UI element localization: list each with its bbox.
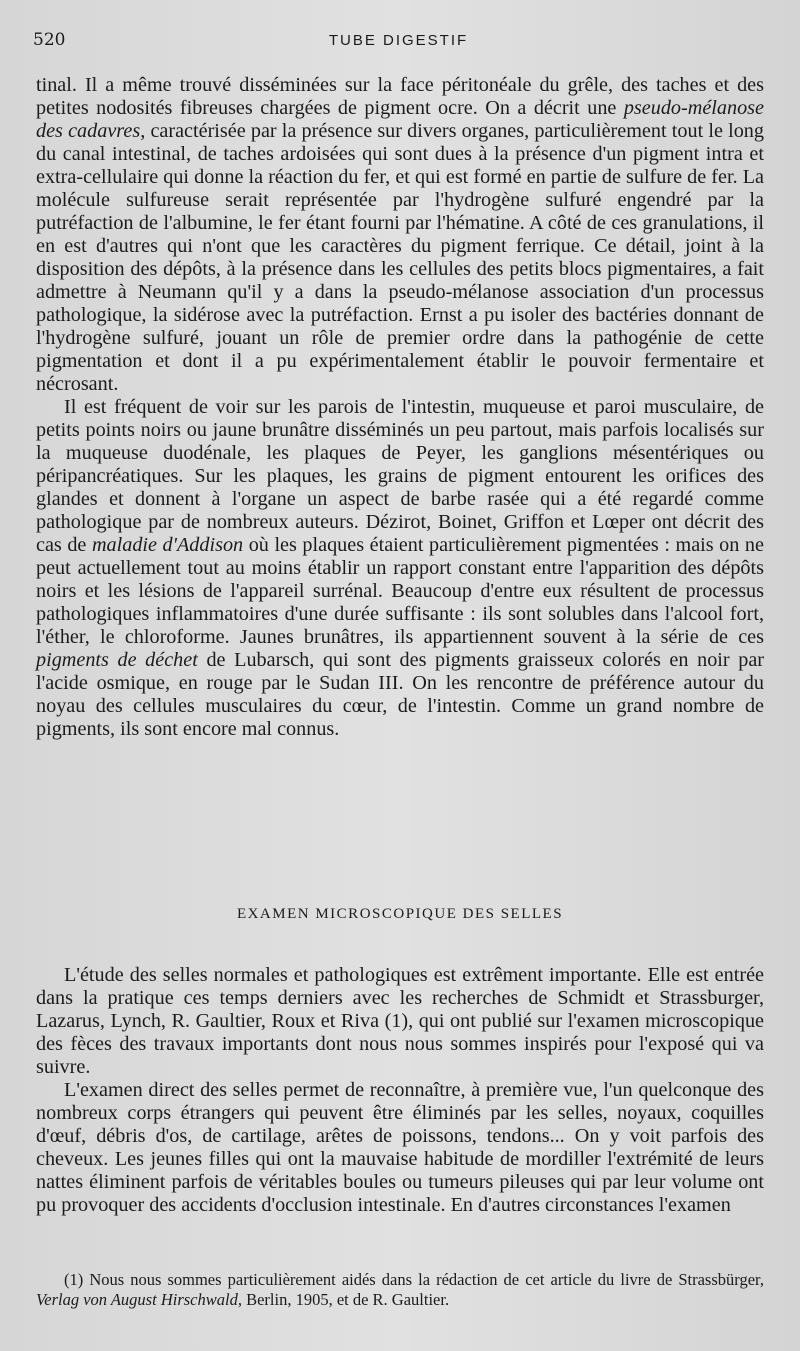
text-run: L'examen direct des selles permet de reconnaître, à première vue, l'un quelconque des nombreux corps étrangers qui peuvent être éliminés par les selles, noyaux, coquilles d'œuf, débris d'os, de cartilage, arêtes de poissons, tendons... On y voit parfois des cheveux. Les jeunes filles qui ont la mauvaise habitude de mordiller l'extrémité de leurs nattes éliminent parfois de véritables boules ou tumeurs pileuses qui par leur volume ont pu provoquer des accidents d'occlusion intestinale. En d'autres circonstances l'examen [36, 1079, 764, 1216]
text-block-upper [36, 74, 764, 741]
page-number: 520 [33, 30, 66, 50]
italic-term: pigments de déchet [36, 649, 198, 671]
section-heading: EXAMEN MICROSCOPIQUE DES SELLES [236, 906, 564, 922]
page-header [33, 30, 764, 56]
text-run: (1) Nous nous sommes particulièrement aidés dans la rédaction de cet article du livre de Strassbürger, [64, 1270, 764, 1289]
paragraph-pseudo-melanose [36, 74, 764, 396]
text-run: tinal. Il a même trouvé disséminées sur la face péritonéale du grêle, des taches et des petites nodosités fibreuses chargées de pigment ocre. On a décrit une [36, 74, 764, 119]
running-head: TUBE DIGESTIF [328, 32, 469, 49]
text-run: , Berlin, 1905, et de R. Gaultier. [237, 1290, 450, 1309]
text-run: de Lubarsch, qui sont des pigments graisseux colorés en noir par l'acide osmique, en rouge par le Sudan III. On les rencontre de préférence autour du noyau des cellules musculaires du cœur, de l'intestin. Comme un grand nombre de pigments, ils sont encore mal connus. [36, 649, 764, 740]
paragraph-pigment-points [36, 396, 764, 741]
italic-term: maladie d'Addison [91, 534, 244, 556]
italic-title: Verlag von August Hirschwald [36, 1290, 238, 1309]
italic-term: pseudo-mélanose des cadavres [36, 97, 764, 142]
footnote [36, 1270, 764, 1310]
text-block-lower [36, 964, 764, 1217]
text-run: L'étude des selles normales et pathologiques est extrêment importante. Elle est entrée dans la pratique ces temps derniers avec les recherches de Schmidt et Strassburger, Lazarus, Lynch, R. Gaultier, Roux et Riva (1), qui ont publié sur l'examen microscopique des fèces des travaux importants dont nous nous sommes inspirés pour l'exposé qui va suivre. [36, 964, 764, 1078]
text-run: , caractérisée par la présence sur divers organes, particulièrement tout le long du canal intestinal, de taches ardoisées qui sont dues à la présence d'un pigment intra et extra-cellulaire qui donne la réaction du fer, et qui est formé en partie de sulfure de fer. La molécule sulfureuse serait représentée par l'hydrogène sulfuré engendré par la putréfaction de l'albumine, le fer étant fourni par l'hématine. A côté de ces granulations, il en est d'autres qui n'ont que les caractères du pigment ferrique. Ce détail, joint à la disposition des dépôts, à la présence dans les cellules des petits blocs pigmentaires, a fait admettre à Neumann qu'il y a dans la pseudo-mélanose association d'un processus pathologique, la sidérose avec la putréfaction. Ernst a pu isoler des bactéries donnant de l'hydrogène sulfuré, jouant un rôle de premier ordre dans la pathogénie de cette pigmentation et dont il a pu expérimentalement établir le pouvoir fermentaire et nécrosant. [36, 120, 764, 395]
footnote-text [36, 1270, 764, 1310]
text-run: Il est fréquent de voir sur les parois de l'intestin, muqueuse et paroi musculaire, de petits points noirs ou jaune brunâtre disséminés un peu partout, mais parfois localisés sur la muqueuse duodénale, les plaques de Peyer, les ganglions mésentériques ou péripancréatiques. Sur les plaques, les grains de pigment entourent les orifices des glandes et donnent à l'organe un aspect de barbe rasée qui a été regardé comme pathologique par de nombreux auteurs. Dézirot, Boinet, Griffon et Lœper ont décrit des cas de [36, 396, 764, 556]
text-run: où les plaques étaient particulièrement pigmentées : mais on ne peut actuellement tout au moins établir un rapport constant entre l'apparition des dépôts noirs et les lésions de l'appareil surrénal. Beaucoup d'entre eux résultent de processus pathologiques inflammatoires d'une durée suffisante : ils sont solubles dans l'alcool fort, l'éther, le chloroforme. Jaunes brunâtres, ils appartiennent souvent à la série de ces [36, 534, 764, 648]
paragraph-examen-direct [36, 1079, 764, 1217]
paragraph-etude-selles [36, 964, 764, 1079]
